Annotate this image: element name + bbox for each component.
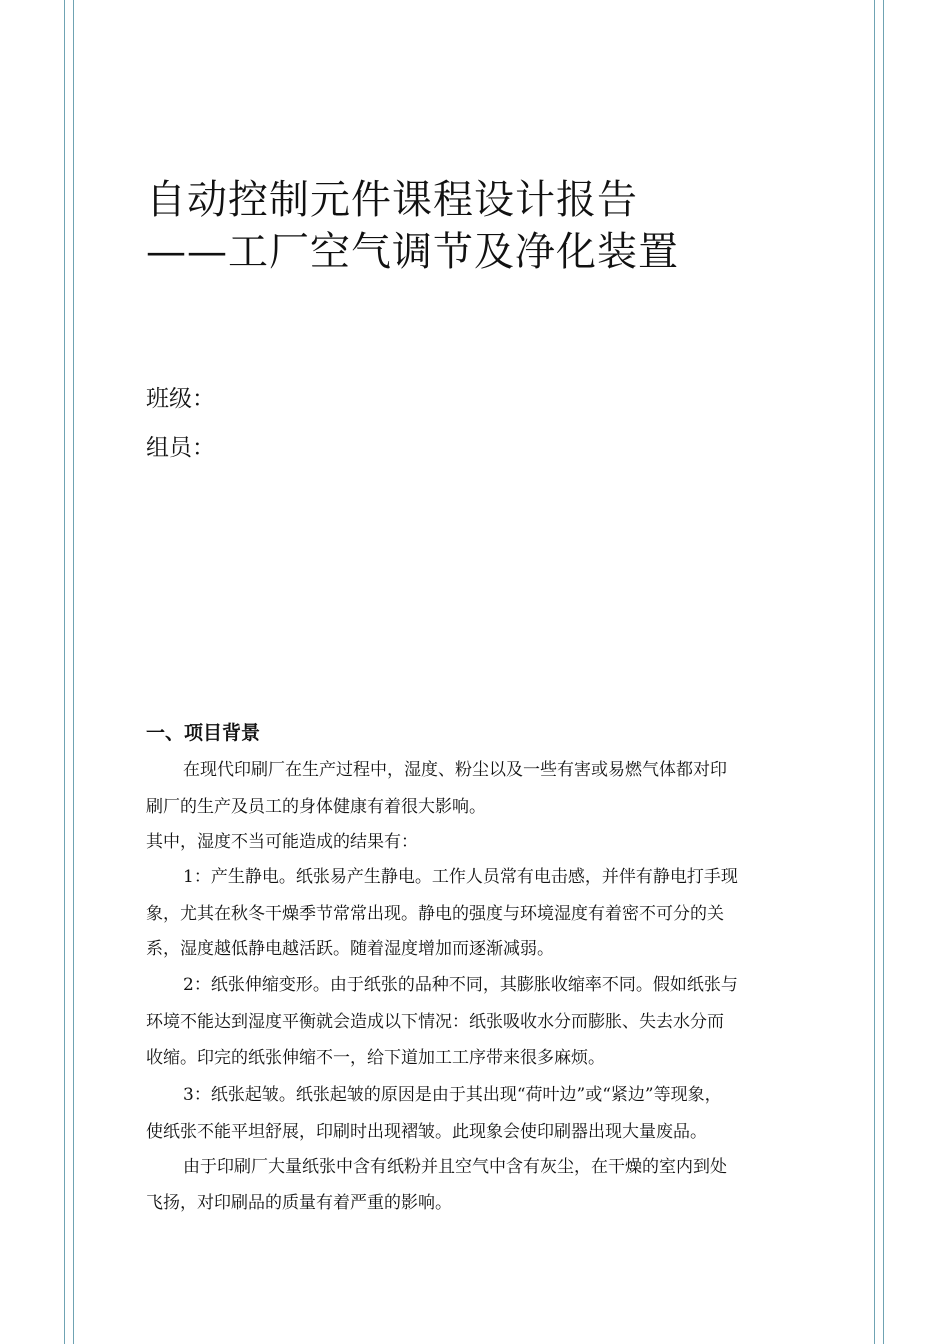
paragraph-line: 在现代印刷厂在生产过程中，湿度、粉尘以及一些有害或易燃气体都对印 bbox=[183, 760, 727, 780]
paragraph-line: 使纸张不能平坦舒展，印刷时出现褶皱。此现象会使印刷器出现大量废品。 bbox=[146, 1122, 707, 1142]
paragraph-line: 象，尤其在秋冬干燥季节常常出现。静电的强度与环境湿度有着密不可分的关 bbox=[146, 904, 724, 924]
page-border-right-outer bbox=[883, 0, 884, 1344]
paragraph-line: 系，湿度越低静电越活跃。随着湿度增加而逐渐减弱。 bbox=[146, 939, 554, 959]
report-subtitle: ——工厂空气调节及净化装置 bbox=[146, 229, 679, 275]
section-heading-background: 一、项目背景 bbox=[146, 722, 261, 744]
page-border-left-outer bbox=[64, 0, 65, 1344]
paragraph-line: 环境不能达到湿度平衡就会造成以下情况：纸张吸收水分而膨胀、失去水分而 bbox=[146, 1012, 724, 1032]
paragraph-line: 飞扬，对印刷品的质量有着严重的影响。 bbox=[146, 1193, 452, 1213]
paragraph-line: 收缩。印完的纸张伸缩不一，给下道加工工序带来很多麻烦。 bbox=[146, 1048, 605, 1068]
report-title: 自动控制元件课程设计报告 bbox=[146, 177, 638, 223]
paragraph-line: 1：产生静电。纸张易产生静电。工作人员常有电击感，并伴有静电打手现 bbox=[183, 867, 738, 887]
members-field-label: 组员： bbox=[146, 435, 215, 461]
page-border-right-inner bbox=[874, 0, 875, 1344]
paragraph-line: 其中，湿度不当可能造成的结果有： bbox=[146, 832, 418, 852]
paragraph-line: 3：纸张起皱。纸张起皱的原因是由于其出现“荷叶边”或“紧边”等现象， bbox=[183, 1085, 722, 1105]
paragraph-line: 2：纸张伸缩变形。由于纸张的品种不同，其膨胀收缩率不同。假如纸张与 bbox=[183, 975, 738, 995]
page-border-left-inner bbox=[73, 0, 74, 1344]
class-field-label: 班级： bbox=[146, 386, 215, 412]
paragraph-line: 由于印刷厂大量纸张中含有纸粉并且空气中含有灰尘，在干燥的室内到处 bbox=[183, 1157, 727, 1177]
paragraph-line: 刷厂的生产及员工的身体健康有着很大影响。 bbox=[146, 797, 486, 817]
